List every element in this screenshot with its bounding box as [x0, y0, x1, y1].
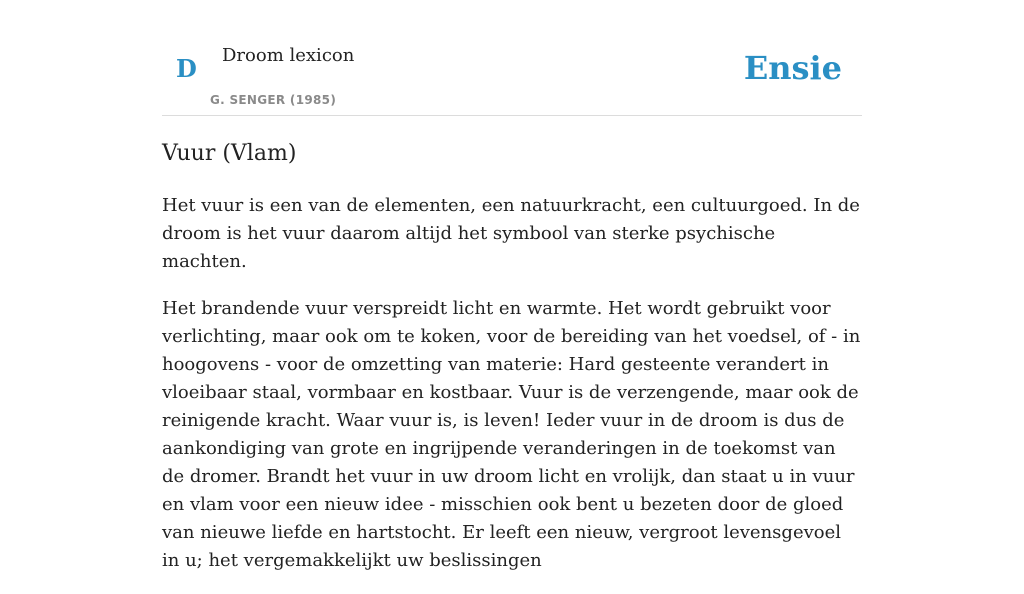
- entry-paragraph: Het brandende vuur verspreidt licht en warmte. Het wordt gebruikt voor verlichting, maar ook om te koken, voor de bereiding van het voedsel, of - in hoogovens - voor de omzetting van materie: Hard gesteente verandert in vloeibaar staal, vormbaar en kostbaar. Vuur is de verzengende, maar ook de reinigende kracht. Waar vuur is, is leven! Ieder vuur in de droom is dus de aankondiging van grote en ingrijpende veranderingen in de toekomst van de dromer. Brandt het vuur in uw droom licht en vrolijk, dan staat u in vuur en vlam voor een nieuw idee - misschien ook bent u bezeten door de gloed van nieuwe liefde en hartstocht. Er leeft een nieuw, vergroot levensgevoel in u; het vergemakkelijkt uw beslissingen: [162, 298, 861, 571]
- entry-paragraph: Het vuur is een van de elementen, een natuurkracht, een cultuurgoed. In de droom is het vuur daarom altijd het symbool van sterke psychische machten.: [162, 195, 860, 272]
- entry-title: Vuur (Vlam): [162, 141, 297, 166]
- book-title[interactable]: Droom lexicon: [222, 45, 355, 66]
- page: [162, 0, 862, 571]
- book-letter-badge: D: [176, 54, 197, 83]
- entry-content: [162, 192, 862, 594]
- book-author: G. SENGER (1985): [210, 93, 337, 107]
- ensie-logo[interactable]: Ensie: [743, 49, 842, 87]
- source-header: [162, 0, 862, 116]
